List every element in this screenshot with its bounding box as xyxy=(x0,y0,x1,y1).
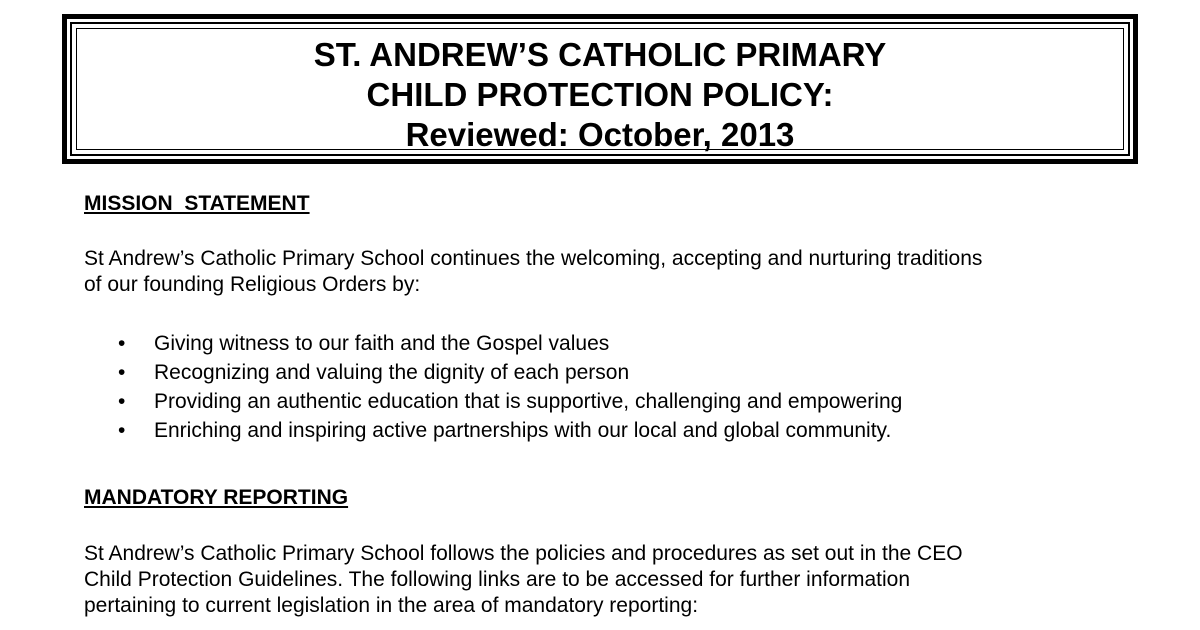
list-item-text: Enriching and inspiring active partnerships with our local and global community. xyxy=(154,419,892,442)
list-item-text: Recognizing and valuing the dignity of each person xyxy=(154,361,630,384)
list-item xyxy=(110,329,902,358)
reporting-line: St Andrew’s Catholic Primary School follows the policies and procedures as set out in the CEO xyxy=(84,542,963,565)
bullet-icon: • xyxy=(118,419,126,442)
mission-intro-line: St Andrew’s Catholic Primary School continues the welcoming, accepting and nurturing traditions xyxy=(84,247,983,270)
mission-bullet-list xyxy=(110,329,902,445)
reporting-heading: MANDATORY REPORTING xyxy=(84,486,349,509)
mission-intro-line: of our founding Religious Orders by: xyxy=(84,273,421,296)
list-item xyxy=(110,387,902,416)
mission-intro xyxy=(84,246,1124,298)
document-title xyxy=(67,35,1133,155)
reporting-line: pertaining to current legislation in the area of mandatory reporting: xyxy=(84,594,699,617)
title-line-policy: CHILD PROTECTION POLICY: xyxy=(366,76,834,113)
reporting-paragraph xyxy=(84,541,1124,619)
title-box xyxy=(62,14,1138,164)
reporting-line: Child Protection Guidelines. The following links are to be accessed for further information xyxy=(84,568,911,591)
list-item xyxy=(110,358,902,387)
list-item-text: Giving witness to our faith and the Gospel values xyxy=(154,332,610,355)
bullet-icon: • xyxy=(118,361,126,384)
title-line-school: ST. ANDREW’S CATHOLIC PRIMARY xyxy=(313,36,887,73)
bullet-icon: • xyxy=(118,332,126,355)
list-item-text: Providing an authentic education that is supportive, challenging and empowering xyxy=(154,390,903,413)
mission-heading: MISSION STATEMENT xyxy=(84,192,310,215)
bullet-icon: • xyxy=(118,390,126,413)
list-item xyxy=(110,416,902,445)
title-line-reviewed: Reviewed: October, 2013 xyxy=(405,116,795,153)
